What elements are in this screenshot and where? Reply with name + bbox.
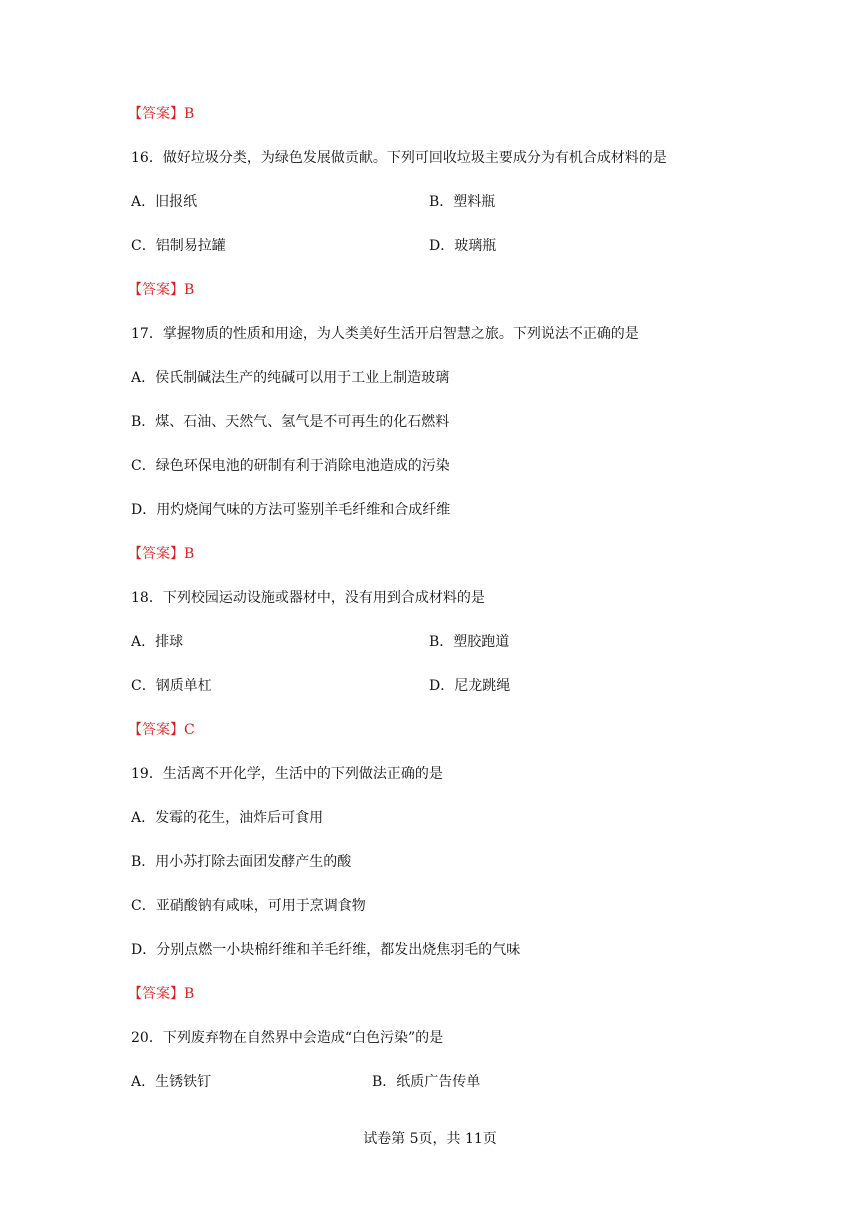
question-16-option-b: B．塑料瓶 — [429, 194, 496, 210]
answer-19: 【答案】B — [128, 986, 195, 1002]
question-19-option-d: D．分别点燃一小块棉纤维和羊毛纤维，都发出烧焦羽毛的气味 — [131, 942, 521, 958]
answer-17: 【答案】B — [128, 546, 195, 562]
question-19-option-a: A．发霉的花生，油炸后可食用 — [131, 810, 324, 826]
question-18-option-a: A．排球 — [131, 634, 184, 650]
question-19-option-c: C．亚硝酸钠有咸味，可用于烹调食物 — [131, 898, 366, 914]
question-18-option-d: D．尼龙跳绳 — [429, 678, 511, 694]
question-16-option-c: C．铝制易拉罐 — [131, 238, 226, 254]
question-19-option-b: B．用小苏打除去面团发酵产生的酸 — [131, 854, 352, 870]
question-20-option-a: A．生锈铁钉 — [131, 1074, 212, 1090]
question-20-stem: 20．下列废弃物在自然界中会造成“白色污染”的是 — [131, 1030, 444, 1046]
question-16-option-a: A．旧报纸 — [131, 194, 198, 210]
question-17-option-c: C．绿色环保电池的研制有利于消除电池造成的污染 — [131, 458, 450, 474]
question-17-option-d: D．用灼烧闻气味的方法可鉴别羊毛纤维和合成纤维 — [131, 502, 451, 518]
question-18-stem: 18．下列校园运动设施或器材中，没有用到合成材料的是 — [131, 590, 485, 606]
answer-16: 【答案】B — [128, 282, 195, 298]
question-19-stem: 19．生活离不开化学，生活中的下列做法正确的是 — [131, 766, 443, 782]
question-20-option-b: B．纸质广告传单 — [372, 1074, 481, 1090]
answer-18: 【答案】C — [128, 722, 195, 738]
answer-15: 【答案】B — [128, 106, 195, 122]
question-18-option-b: B．塑胶跑道 — [429, 634, 510, 650]
question-16-option-d: D．玻璃瓶 — [429, 238, 497, 254]
question-16-stem: 16．做好垃圾分类，为绿色发展做贡献。下列可回收垃圾主要成分为有机合成材料的是 — [131, 150, 667, 166]
question-17-option-a: A．侯氏制碱法生产的纯碱可以用于工业上制造玻璃 — [131, 370, 450, 386]
question-18-option-c: C．钢质单杠 — [131, 678, 212, 694]
page-footer: 试卷第 5页，共 11页 — [363, 1131, 497, 1147]
question-17-stem: 17．掌握物质的性质和用途，为人类美好生活开启智慧之旅。下列说法不正确的是 — [131, 326, 639, 342]
question-17-option-b: B．煤、石油、天然气、氢气是不可再生的化石燃料 — [131, 414, 450, 430]
